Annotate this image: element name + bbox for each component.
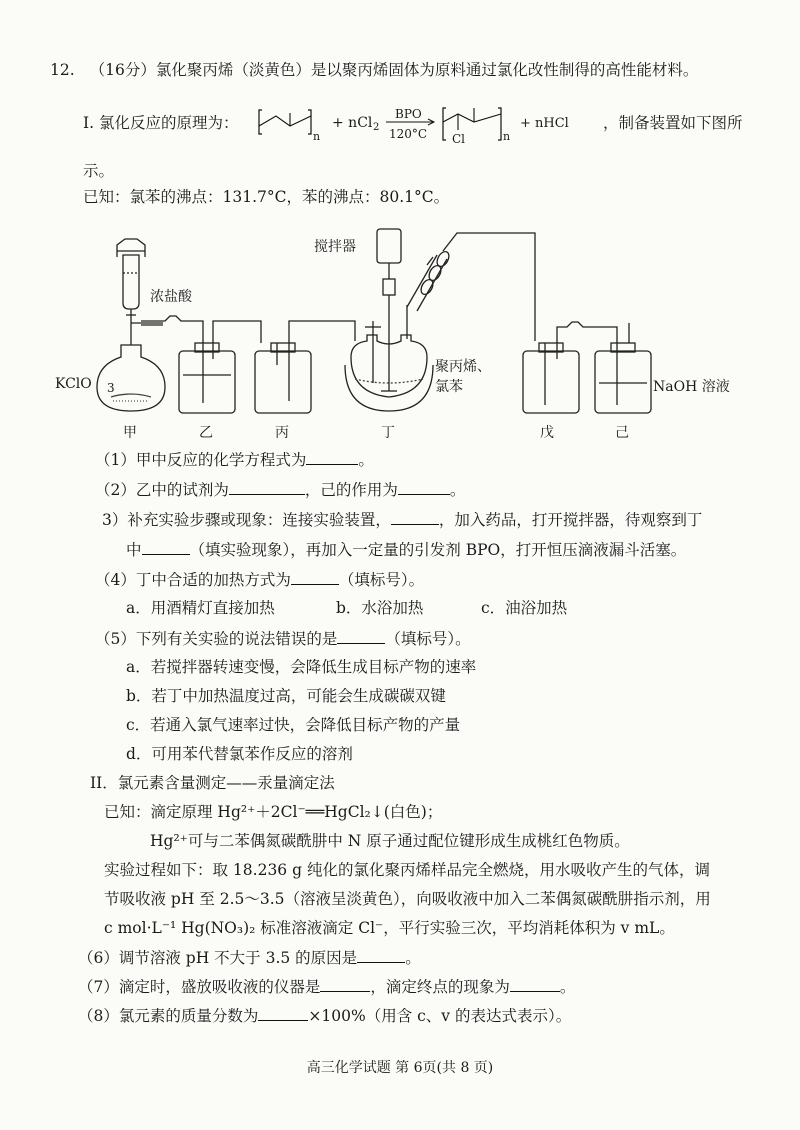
q2-text: 乙中的试剂为: [135, 481, 229, 499]
question-7: [78, 975, 575, 998]
q5-option-a: a．若搅拌器转速变慢，会降低生成目标产物的速率: [126, 658, 477, 676]
q3-line2-a: 中: [126, 541, 142, 559]
part1-prefix: I. 氯化反应的原理为：: [83, 114, 239, 132]
label-vessel-ji: 己: [615, 425, 629, 441]
question-header: [50, 59, 698, 81]
question-8: [78, 1004, 571, 1027]
q4-end: （填标号）。: [338, 571, 425, 589]
subscript-n-right: n: [503, 130, 511, 143]
q1-text: 甲中反应的化学方程式为: [135, 451, 307, 469]
polypropylene-structure: [259, 110, 320, 143]
q4-number: （4）: [95, 571, 136, 589]
label-stirrer: 搅拌器: [314, 239, 356, 255]
q3-number: 3）: [102, 511, 128, 529]
q8-end: ×100%（用含 c、v 的表达式表示）。: [308, 1007, 572, 1025]
q6-end: 。: [405, 949, 421, 967]
label-kclo3: KClO: [55, 376, 92, 392]
q7-text: 滴定时，盛放吸收液的仪器是: [118, 978, 321, 996]
part2-process-2: 节吸收液 pH 至 2.5～3.5（溶液呈淡黄色），向吸收液中加入二苯偶氮碳酰肼指示剂，用: [104, 890, 711, 908]
q7-mid: ，滴定终点的现象为: [370, 978, 510, 996]
q7-end: 。: [559, 978, 576, 996]
label-vessel-jia: 甲: [123, 425, 137, 441]
known-boiling-points: 已知：氯苯的沸点：131.7°C，苯的沸点：80.1°C。: [83, 188, 450, 206]
question-3-line-2: [126, 538, 686, 561]
label-reactant-1: 聚丙烯、: [435, 359, 491, 375]
q5-text: 下列有关实验的说法错误的是: [135, 630, 338, 648]
page-footer: 高三化学试题 第 6页(共 8 页): [306, 1060, 494, 1076]
hcl-product: + nHCl: [520, 116, 569, 131]
question-4: [95, 568, 424, 591]
part2-known-b: Hg²⁺可与二苯偶氮碳酰肼中 N 原子通过配位键形成生成桃红色物质。: [150, 832, 630, 850]
apparatus-diagram: [55, 215, 730, 450]
q6-text: 调节溶液 pH 不大于 3.5 的原因是: [118, 949, 358, 967]
reaction-equation: [258, 100, 569, 150]
q2-number: （2）: [95, 481, 136, 499]
question-1: [95, 448, 374, 471]
vessel-bing: [255, 321, 355, 413]
question-number: 12.: [50, 61, 75, 79]
q6-number: （6）: [78, 949, 119, 967]
question-2: [95, 478, 465, 501]
q3-answer-blank-b[interactable]: [142, 538, 190, 555]
part2-process-3: c mol·L⁻¹ Hg(NO₃)₂ 标准溶液滴定 Cl⁻，平行实验三次，平均消耗体积为 v mL。: [104, 919, 675, 937]
q4-answer-blank[interactable]: [291, 568, 339, 585]
q5-end: （填标号）。: [385, 630, 471, 648]
part2-heading: II．氯元素含量测定——汞量滴定法: [90, 774, 335, 792]
q4-option-b: b．水浴加热: [336, 599, 424, 617]
q5-option-d: d．可用苯代替氯苯作反应的溶剂: [126, 745, 353, 763]
part1-continued: 示。: [83, 162, 115, 180]
q8-text: 氯元素的质量分数为: [118, 1007, 259, 1025]
label-kclo3-sub: 3: [107, 381, 115, 395]
q3-text: 补充实验步骤或现象：连接实验装置，: [127, 511, 391, 529]
q8-answer-blank[interactable]: [258, 1004, 308, 1021]
q6-answer-blank[interactable]: [357, 946, 405, 963]
label-naoh: NaOH 溶液: [653, 379, 730, 395]
q4-option-c: c．油浴加热: [481, 599, 568, 617]
q7-answer-blank-a[interactable]: [320, 975, 370, 992]
label-vessel-ding: 丁: [381, 425, 395, 441]
q8-number: （8）: [78, 1007, 119, 1025]
q3-answer-blank-a[interactable]: [391, 508, 439, 525]
cl2-subscript: 2: [373, 122, 380, 133]
vessel-wu: [523, 322, 617, 413]
vessel-yi: [179, 321, 261, 413]
question-3-line-1: [102, 508, 702, 531]
subscript-n-left: n: [313, 130, 321, 143]
q5-answer-blank[interactable]: [337, 627, 385, 644]
q7-answer-blank-b[interactable]: [510, 975, 560, 992]
label-vessel-wu: 戊: [540, 425, 554, 441]
question-6: [78, 946, 421, 969]
catalyst-label: BPO: [395, 107, 422, 121]
label-conc-hcl: 浓盐酸: [150, 289, 192, 305]
part2-process-1: 实验过程如下：取 18.236 g 纯化的氯化聚丙烯样品完全燃烧，用水吸收产生的气体，调: [104, 861, 710, 879]
q1-number: （1）: [95, 451, 136, 469]
q7-number: （7）: [78, 978, 119, 996]
q5-option-b: b．若丁中加热温度过高，可能会生成碳碳双键: [126, 687, 446, 705]
q2-end: 。: [449, 481, 466, 499]
chlorinated-polypropylene-structure: [443, 108, 510, 146]
cl-substituent: Cl: [452, 132, 466, 146]
q3-mid: ，加入药品，打开搅拌器，待观察到丁: [438, 511, 703, 529]
q4-text: 丁中合适的加热方式为: [135, 571, 291, 589]
q3-line2-b: （填实验现象），再加入一定量的引发剂 BPO，打开恒压滴液漏斗活塞。: [189, 541, 687, 559]
q1-answer-blank[interactable]: [306, 448, 358, 465]
q5-option-c: c．若通入氯气速率过快，会降低目标产物的产量: [126, 716, 461, 734]
q2-answer-blank-b[interactable]: [398, 478, 450, 495]
label-reactant-2: 氯苯: [435, 379, 463, 395]
label-vessel-bing: 丙: [275, 425, 289, 441]
cl2-reagent: + nCl: [332, 115, 373, 131]
condenser: [407, 233, 535, 341]
q2-answer-blank-a[interactable]: [229, 478, 305, 495]
vessel-ding: [345, 229, 433, 411]
vessel-ji: [595, 323, 651, 413]
label-vessel-yi: 乙: [199, 425, 213, 441]
part1-suffix: ，制备装置如下图所: [603, 114, 743, 132]
temperature-label: 120°C: [389, 127, 428, 141]
part2-known-a: 已知：滴定原理 Hg²⁺＋2Cl⁻══HgCl₂↓(白色)；: [104, 803, 443, 821]
q1-end: 。: [358, 451, 374, 469]
q4-option-a: a．用酒精灯直接加热: [126, 599, 275, 617]
q2-mid: ，己的作用为: [304, 481, 398, 499]
question-5: [95, 627, 471, 650]
question-intro: （16分）氯化聚丙烯（淡黄色）是以聚丙烯固体为原料通过氯化改性制得的高性能材料。: [89, 61, 699, 79]
q5-number: （5）: [95, 630, 136, 648]
